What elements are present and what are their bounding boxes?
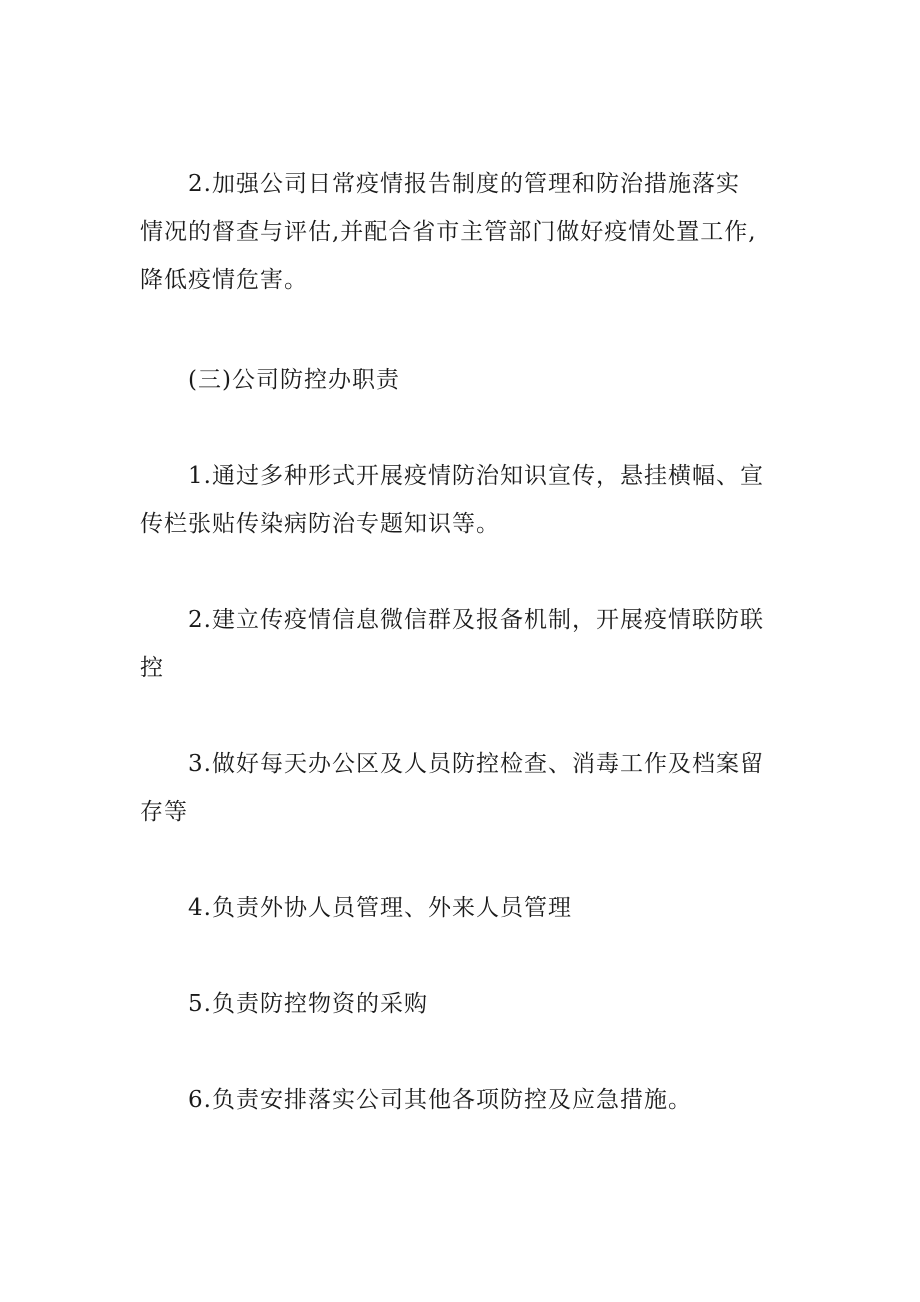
paragraph-line: 1.通过多种形式开展疫情防治知识宣传，悬挂横幅、宣 <box>188 463 764 489</box>
paragraph-reporting-supervision <box>140 160 800 304</box>
paragraph-line: 3.做好每天办公区及人员防控检查、消毒工作及档案留 <box>188 751 764 777</box>
paragraph-item-5 <box>140 980 800 1028</box>
paragraph-item-3 <box>140 740 800 836</box>
paragraph-item-2 <box>140 596 800 692</box>
paragraph-line: 2.建立传疫情信息微信群及报备机制，开展疫情联防联 <box>188 607 764 633</box>
paragraph-item-6 <box>140 1076 800 1124</box>
paragraph-line: 存等 <box>140 799 188 825</box>
paragraph-line: 6.负责安排落实公司其他各项防控及应急措施。 <box>188 1087 692 1113</box>
paragraph-line: 2.加强公司日常疫情报告制度的管理和防治措施落实 <box>188 171 740 197</box>
paragraph-line: 5.负责防控物资的采购 <box>188 991 428 1017</box>
paragraph-line: 降低疫情危害。 <box>140 267 308 293</box>
paragraph-line: 传栏张贴传染病防治专题知识等。 <box>140 511 500 537</box>
paragraph-item-1 <box>140 452 800 548</box>
paragraph-line: 控 <box>140 655 164 681</box>
paragraph-line: 情况的督查与评估,并配合省市主管部门做好疫情处置工作, <box>140 219 757 245</box>
section-heading <box>140 356 800 404</box>
paragraph-line: 4.负责外协人员管理、外来人员管理 <box>188 895 572 921</box>
paragraph-item-4 <box>140 884 800 932</box>
section-heading-text: (三)公司防控办职责 <box>188 367 400 393</box>
